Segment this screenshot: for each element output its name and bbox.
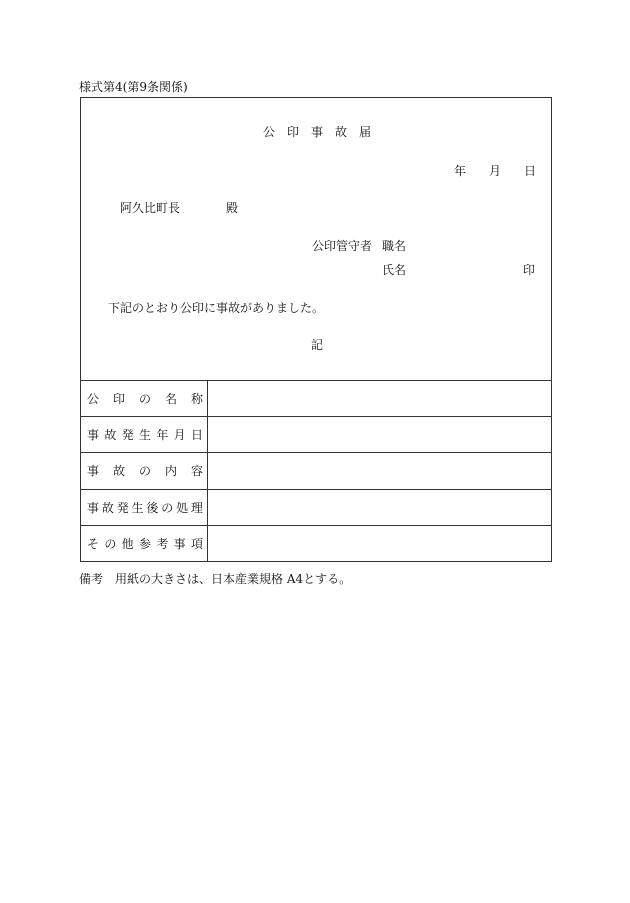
form-number: 様式第4(第9条関係) [79,80,188,94]
field-incident-details[interactable] [209,453,551,489]
date-month-label: 月 [489,164,502,178]
ki-label: 記 [310,338,323,352]
table-column-divider [207,381,208,561]
addressee-honorific: 殿 [226,201,239,215]
field-other-notes[interactable] [209,526,551,562]
row-label-seal-name: 公 印 の 名 称 [87,392,203,406]
seal-label: 印 [523,263,536,277]
row-label-incident-details: 事 故 の 内 容 [87,464,203,478]
date-year-label: 年 [454,164,467,178]
field-post-incident-action[interactable] [209,490,551,526]
row-label-post-incident-action: 事 故 発 生 後 の 処 理 [87,501,203,515]
field-seal-name[interactable] [209,381,551,417]
footer-note: 備考 用紙の大きさは、日本産業規格 A4とする。 [79,572,352,586]
position-label: 職名 [382,239,407,253]
row-label-other-notes: そ の 他 参 考 事 項 [87,537,203,551]
date-day-label: 日 [524,164,537,178]
statement-text: 下記のとおり公印に事故がありました。 [108,301,325,315]
addressee-name: 阿久比町長 [120,201,181,215]
row-label-incident-date: 事 故 発 生 年 月 日 [87,428,203,442]
name-label: 氏名 [382,263,407,277]
form-title: 公 印 事 故 届 [262,125,371,139]
report-form [80,97,552,562]
reporter-role: 公印管守者 [312,239,373,253]
field-incident-date[interactable] [209,417,551,453]
